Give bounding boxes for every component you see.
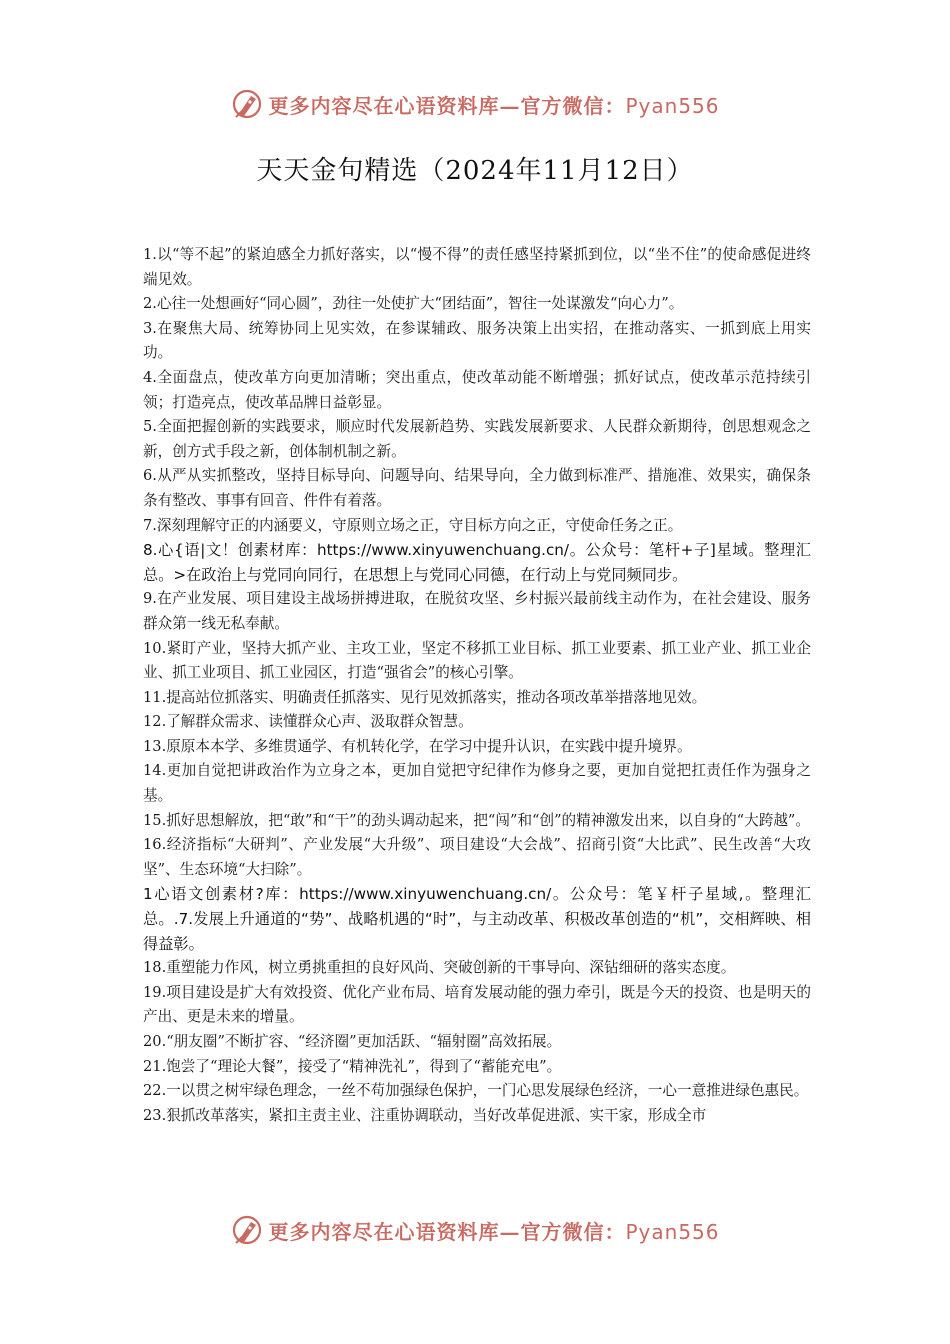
quote-item: 14.更加自觉把讲政治作为立身之本，更加自觉把守纪律作为修身之要，更加自觉把扛责任作为强身之基。 <box>143 762 811 805</box>
quote-item: 5.全面把握创新的实践要求，顺应时代发展新趋势、实践发展新要求、人民群众新期待，创思想观念之新，创方式手段之新，创体制机制之新。 <box>143 418 811 460</box>
quote-item: 12.了解群众需求、读懂群众心声、汲取群众智慧。 <box>143 713 473 731</box>
quote-item: 8.心{语|文！创素材库：https://www.xinyuwenchuang.cn/。公众号：笔杆+子]星域。整理汇总。>在政治上与党同向同行，在思想上与党同心同德，在行动上与党同频同步。 <box>143 541 811 584</box>
pen-nib-logo-icon <box>230 1213 264 1247</box>
quote-list <box>143 243 811 1128</box>
wechat-id: Pyan556 <box>625 93 720 118</box>
quote-item: 10.紧盯产业，坚持大抓产业、主攻工业，坚定不移抓工业目标、抓工业要素、抓工业产业、抓工业企业、抓工业项目、抓工业园区，打造“强省会”的核心引擎。 <box>143 639 811 682</box>
quote-item: 13.原原本本学、多维贯通学、有机转化学，在学习中提升认识，在实践中提升境界。 <box>143 737 692 755</box>
quote-item: 1心语文创素材?库：https://www.xinyuwenchuang.cn/。公众号：笔￥杆子星域,。整理汇总。.7.发展上升通道的“势”、战略机遇的“时”，与主动改革、积极改革创造的“机”，交相辉映、相得益彰。 <box>143 885 811 953</box>
pen-nib-logo-icon <box>230 87 264 121</box>
quote-item: 19.项目建设是扩大有效投资、优化产业布局、培育发展动能的强力牵引，既是今天的投资、也是明天的产出、更是未来的增量。 <box>143 983 811 1026</box>
page-title: 天天金句精选（2024年11月12日） <box>256 156 694 186</box>
quote-item: 1.以“等不起”的紧迫感全力抓好落实，以“慢不得”的责任感坚持紧抓到位，以“坐不住”的使命感促进终端见效。 <box>143 246 811 288</box>
quote-item: 6.从严从实抓整改，坚持目标导向、问题导向、结果导向，全力做到标准严、措施准、效果实，确保条条有整改、事事有回音、件件有着落。 <box>143 467 811 509</box>
quote-item: 18.重塑能力作风，树立勇挑重担的良好风尚、突破创新的干事导向、深钻细研的落实态度。 <box>143 959 736 977</box>
wechat-id: Pyan556 <box>625 1219 720 1244</box>
quote-item: 2.心往一处想画好“同心圆”，劲往一处使扩大“团结面”，智往一处谋激发“向心力”。 <box>143 295 684 313</box>
quote-item: 11.提高站位抓落实、明确责任抓落实、见行见效抓落实，推动各项改革举措落地见效。 <box>143 688 707 706</box>
quote-item: 20.“朋友圈”不断扩容、“经济圈”更加活跃、“辐射圈”高效拓展。 <box>143 1033 562 1050</box>
banner-text: 更多内容尽在心语资料库—官方微信：Pyan556 <box>268 1219 720 1244</box>
quote-item: 23.狠抓改革落实，紧扣主责主业、注重协调联动，当好改革促进派、实干家，形成全市 <box>143 1106 707 1124</box>
quote-item: 22.一以贯之树牢绿色理念，一丝不苟加强绿色保护，一门心思发展绿色经济，一心一意推进绿色惠民。 <box>143 1082 809 1100</box>
quote-item: 16.经济指标“大研判”、产业发展“大升级”、项目建设“大会战”、招商引资“大比武”、民生改善“大攻坚”、生态环境“大扫除”。 <box>143 836 811 878</box>
quote-item: 9.在产业发展、项目建设主战场拼搏进取，在脱贫攻坚、乡村振兴最前线主动作为，在社会建设、服务群众第一线无私奉献。 <box>143 590 811 632</box>
quote-item: 4.全面盘点，使改革方向更加清晰；突出重点，使改革动能不断增强；抓好试点，使改革示范持续引领；打造亮点，使改革品牌日益彰显。 <box>143 368 811 411</box>
banner-text: 更多内容尽在心语资料库—官方微信：Pyan556 <box>268 93 720 118</box>
quote-item: 7.深刻理解守正的内涵要义，守原则立场之正，守目标方向之正，守使命任务之正。 <box>143 516 683 534</box>
quote-item: 15.抓好思想解放，把“敢”和“干”的劲头调动起来，把“闯”和“创”的精神激发出来，以自身的“大跨越”。 <box>143 811 810 829</box>
quote-item: 3.在聚焦大局、统筹协同上见实效，在参谋辅政、服务决策上出实招，在推动落实、一抓到底上用实功。 <box>143 319 811 362</box>
header-banner <box>0 84 950 124</box>
footer-banner <box>0 1210 950 1250</box>
quote-item: 21.饱尝了“理论大餐”，接受了“精神洗礼”，得到了“蓄能充电”。 <box>143 1057 562 1075</box>
